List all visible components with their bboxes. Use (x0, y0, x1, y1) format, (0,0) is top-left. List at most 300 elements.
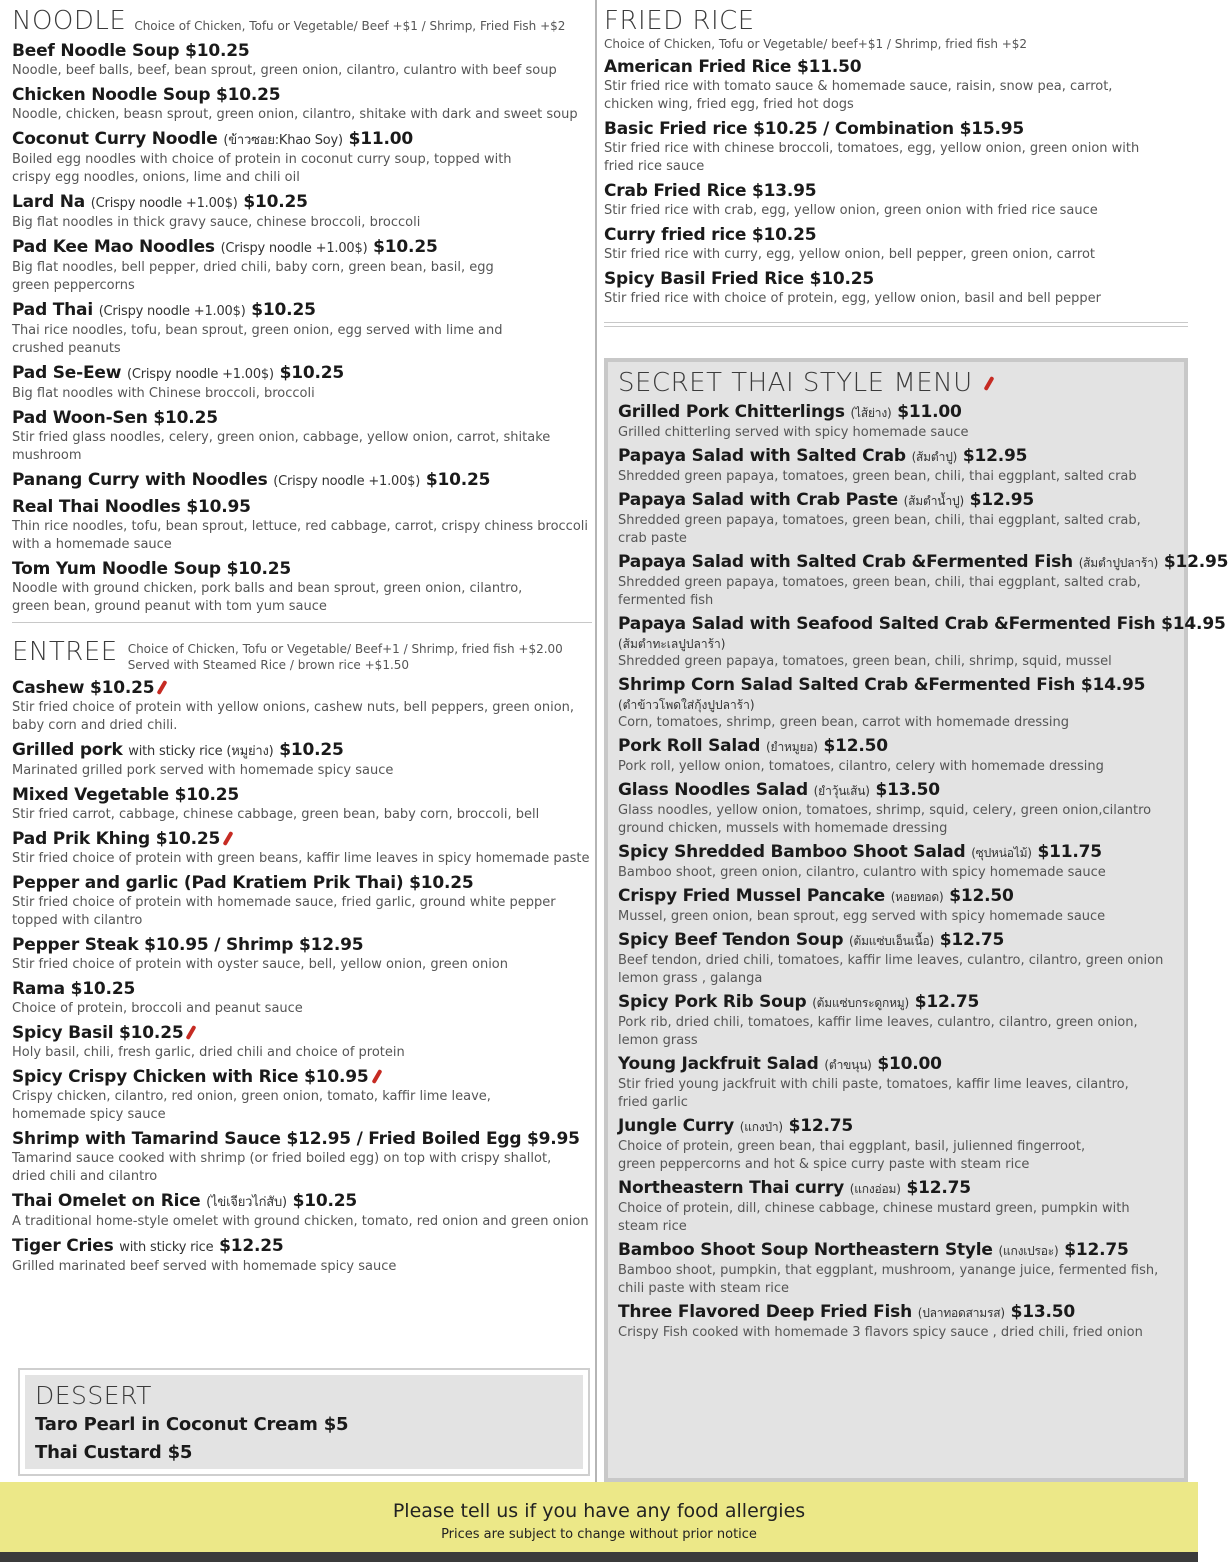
item-price: $10.25 (751, 225, 817, 245)
menu-item (618, 446, 1174, 486)
item-thai-name: (แกงเปรอะ) (998, 1244, 1059, 1258)
bottom-bar (0, 1552, 1198, 1562)
item-description: Choice of protein, green bean, thai eggplant, basil, julienned fingerroot, (618, 1139, 1086, 1154)
item-title-line (618, 402, 1174, 424)
item-description: Shredded green papaya, tomatoes, green bean, chili, thai eggplant, salted crab, (618, 575, 1141, 590)
item-description: Noodle, chicken, beasn sprout, green onion, cilantro, shitake with dark and sweet soup (12, 107, 578, 122)
item-description: fermented fish (618, 593, 714, 608)
item-description: Beef tendon, dried chili, tomatoes, kaffir lime leaves, culantro, cilantro, green onion (618, 953, 1164, 968)
divider (604, 326, 1188, 327)
item-description: Choice of protein, dill, chinese cabbage, chinese mustard green, pumpkin with steam rice (618, 1201, 1130, 1234)
item-description: Holy basil, chili, fresh garlic, dried chili and choice of protein (12, 1045, 405, 1060)
item-description: green peppercorns (12, 278, 135, 293)
item-price: $10.25 (70, 979, 136, 999)
item-title-line (12, 85, 592, 106)
item-thai-name: (ส้มตำน้ำปู) (903, 494, 964, 508)
item-description: baby corn and dried chili. (12, 718, 178, 733)
item-title-line (12, 363, 592, 385)
item-description: Stir fried choice of protein with homemade sauce, fried garlic, ground white pepper (12, 895, 556, 910)
menu-item (12, 470, 592, 492)
item-title-line (618, 675, 1174, 696)
item-price: $10.25 (153, 408, 218, 428)
allergy-notice: Please tell us if you have any food allergies (392, 1500, 806, 1522)
item-name: Crispy Fried Mussel Pancake (618, 886, 885, 906)
item-description: lemon grass (618, 1033, 698, 1048)
item-title-line (12, 408, 592, 429)
menu-item (12, 192, 592, 232)
item-description: green peppercorns and hot & spice curry paste with steam rice (618, 1157, 1030, 1172)
item-name: Papaya Salad with Salted Crab (618, 446, 906, 466)
item-title-line (12, 740, 592, 762)
menu-item (618, 675, 1174, 732)
item-description: chili paste with steam rice (618, 1281, 790, 1296)
menu-item (604, 269, 1188, 308)
item-title-line (12, 237, 592, 259)
item-title-line (618, 1054, 1174, 1076)
item-name: Pepper and garlic (Pad Kratiem Prik Thai) (12, 873, 404, 893)
item-title-line (618, 780, 1174, 802)
item-description: Stir fried rice with tomato sauce & homemade sauce, raisin, snow pea, carrot, (604, 79, 1113, 94)
item-title-line (12, 129, 592, 151)
item-name: Mixed Vegetable (12, 785, 169, 805)
item-name: Crab Fried Rice (604, 181, 747, 201)
item-description: homemade spicy sauce (12, 1107, 166, 1122)
dessert-item: Thai Custard $5 (35, 1442, 193, 1463)
item-price: $12.95 (962, 446, 1028, 466)
dessert-title: DESSERT (35, 1381, 152, 1410)
item-description: Stir fried rice with crab, egg, yellow onion, green onion with fried rice sauce (604, 203, 1098, 218)
item-price: $10.25 (216, 85, 281, 105)
divider (12, 622, 592, 623)
item-description: Pork rib, dried chili, tomatoes, kaffir lime leaves, culantro, cilantro, green onion, (618, 1015, 1138, 1030)
item-title-line (12, 497, 592, 518)
item-description: crispy egg noodles, onions, lime and chili oil (12, 170, 300, 185)
noodle-note: Choice of Chicken, Tofu or Vegetable/ Beef +$1 / Shrimp, Fried Fish +$2 (134, 19, 566, 33)
item-title-line (12, 678, 592, 699)
item-name: Papaya Salad with Crab Paste (618, 490, 898, 510)
menu-item (12, 41, 592, 80)
entree-note-choice: Choice of Chicken, Tofu or Vegetable/ Beef+1 / Shrimp, fried fish +$2.00 (127, 642, 563, 656)
item-title-line (12, 1129, 592, 1150)
item-note: (ข้าวซอย:Khao Soy) (223, 133, 343, 148)
noodle-list (12, 41, 592, 616)
item-price: $10.25 (409, 873, 474, 893)
item-thai-name: (ตำขนุน) (824, 1058, 872, 1072)
item-title-line (12, 41, 592, 62)
menu-item (618, 552, 1228, 610)
item-name: Jungle Curry (618, 1116, 735, 1136)
item-price: $11.75 (1037, 842, 1102, 862)
menu-item (618, 1178, 1174, 1236)
item-name: Tiger Cries (12, 1236, 114, 1256)
item-description: Noodle with ground chicken, pork balls and bean sprout, green onion, cilantro, (12, 581, 523, 596)
item-description: Grilled marinated beef served with homemade spicy sauce (12, 1259, 397, 1274)
item-name: Pad Thai (12, 300, 93, 320)
item-name: Spicy Basil Fried Rice (604, 269, 804, 289)
item-price: $10.25 (226, 559, 292, 579)
noodle-header (12, 6, 592, 36)
menu-item (12, 559, 592, 616)
item-title-line (12, 935, 592, 956)
menu-item (12, 85, 592, 124)
item-price: $10.95 (186, 497, 251, 517)
item-thai-name: (ยำวุ้นเส้น) (813, 784, 870, 798)
price-notice: Prices are subject to change without prior notice (441, 1527, 757, 1542)
menu-item (12, 1067, 592, 1124)
item-description: Corn, tomatoes, shrimp, green bean, carrot with homemade dressing (618, 715, 1069, 730)
fried-rice-note: Choice of Chicken, Tofu or Vegetable/ beef+$1 / Shrimp, fried fish +$2 (604, 37, 1028, 51)
item-name: Chicken Noodle Soup (12, 85, 211, 105)
allergy-footer (0, 1482, 1198, 1552)
item-title-line (618, 842, 1174, 864)
item-title-line (618, 1240, 1174, 1262)
item-price: $10.00 (877, 1054, 942, 1074)
menu-item (12, 1191, 592, 1231)
menu-item (12, 829, 592, 868)
item-price: $11.00 (897, 402, 962, 422)
item-description: Tamarind sauce cooked with shrimp (or fried boiled egg) on top with crispy shallot, (12, 1151, 552, 1166)
item-name: Spicy Shredded Bamboo Shoot Salad (618, 842, 966, 862)
item-price: $10.25 / Combination $15.95 (753, 119, 1025, 139)
item-name: Glass Noodles Salad (618, 780, 808, 800)
item-title-line (618, 930, 1174, 952)
item-description: Stir fried glass noodles, celery, green onion, cabbage, yellow onion, carrot, shitake mushroom (12, 430, 551, 463)
item-price: $13.95 (752, 181, 817, 201)
item-description: Stir fried rice with choice of protein, egg, yellow onion, basil and bell pepper (604, 291, 1101, 306)
item-description: Shredded green papaya, tomatoes, green bean, chili, thai eggplant, salted crab (618, 469, 1137, 484)
item-description: Shredded green papaya, tomatoes, green bean, chili, thai eggplant, salted crab, (618, 513, 1141, 528)
item-description: Stir fried young jackfruit with chili paste, tomatoes, kaffir lime leaves, cilantro, (618, 1077, 1129, 1092)
item-name: Tom Yum Noodle Soup (12, 559, 221, 579)
menu-item (618, 1054, 1174, 1112)
column-divider (595, 0, 597, 1482)
chili-icon (223, 831, 234, 846)
item-title-line (12, 559, 592, 580)
item-name: Young Jackfruit Salad (618, 1054, 819, 1074)
item-price: $12.75 (906, 1178, 971, 1198)
item-description: chicken wing, fried egg, fried hot dogs (604, 97, 854, 112)
item-name: Papaya Salad with Salted Crab &Fermented Fish (618, 552, 1073, 572)
menu-item (618, 402, 1174, 442)
item-title-line (618, 446, 1174, 468)
divider (604, 322, 1188, 323)
item-description: Pork roll, yellow onion, tomatoes, cilantro, celery with homemade dressing (618, 759, 1104, 774)
item-name: Shrimp Corn Salad Salted Crab &Fermented Fish (618, 675, 1076, 695)
item-name: Spicy Beef Tendon Soup (618, 930, 844, 950)
item-thai-name: (ปลาทอดสามรส) (917, 1306, 1005, 1320)
item-description: Big flat noodles with Chinese broccoli, broccoli (12, 386, 315, 401)
menu-item (604, 225, 1188, 264)
item-description: Bamboo shoot, green onion, cilantro, culantro with spicy homemade sauce (618, 865, 1106, 880)
item-description: dried chili and cilantro (12, 1169, 158, 1184)
item-title-line (604, 269, 1188, 290)
menu-item (618, 886, 1174, 926)
item-description: Stir fried rice with chinese broccoli, tomatoes, egg, yellow onion, green onion with (604, 141, 1140, 156)
item-thai-name: (แกงอ่อม) (849, 1182, 901, 1196)
secret-list (618, 402, 1228, 1342)
item-note: (ไข่เจียวไก่สับ) (206, 1195, 287, 1210)
item-description: Shredded green papaya, tomatoes, green bean, chili, shrimp, squid, mussel (618, 654, 1112, 669)
item-title-line (604, 57, 1188, 78)
menu-item (618, 1116, 1174, 1174)
menu-item (618, 736, 1174, 776)
item-title-line (12, 873, 592, 894)
item-description: Choice of protein, broccoli and peanut sauce (12, 1001, 303, 1016)
item-name: American Fried Rice (604, 57, 792, 77)
dessert-item: Taro Pearl in Coconut Cream $5 (35, 1414, 349, 1435)
menu-item (604, 57, 1188, 114)
item-price: $14.95 (1080, 675, 1146, 695)
menu-item (12, 979, 592, 1018)
menu-item (12, 497, 592, 554)
item-name: Papaya Salad with Seafood Salted Crab &Fermented Fish (618, 614, 1156, 634)
item-price: $10.25 (425, 470, 491, 490)
entree-title: ENTREE (12, 637, 118, 667)
item-description: ground chicken, mussels with homemade dressing (618, 821, 948, 836)
item-note: (Crispy noodle +1.00$) (126, 367, 274, 382)
item-title-line (604, 119, 1188, 140)
menu-item (618, 490, 1174, 548)
item-price: $12.75 (1064, 1240, 1129, 1260)
item-name: Grilled Pork Chitterlings (618, 402, 845, 422)
item-description: crab paste (618, 531, 687, 546)
item-price: $12.50 (823, 736, 888, 756)
item-name: Pad Se-Eew (12, 363, 122, 383)
item-title-line (12, 829, 592, 850)
menu-item (12, 237, 592, 295)
item-price: $11.50 (796, 57, 862, 77)
item-name: Pork Roll Salad (618, 736, 761, 756)
entree-list (12, 678, 592, 1276)
item-title-line (12, 1191, 592, 1213)
item-title-line (604, 181, 1188, 202)
item-description: Grilled chitterling served with spicy homemade sauce (618, 425, 969, 440)
menu-item (618, 1302, 1174, 1342)
menu-item (618, 614, 1226, 671)
item-price: $10.25 (119, 1023, 184, 1043)
item-price: $10.25 (155, 829, 221, 849)
item-price: $13.50 (875, 780, 940, 800)
item-description: Thin rice noodles, tofu, bean sprout, lettuce, red cabbage, carrot, crispy chiness broccoli (12, 519, 589, 534)
menu-item (12, 678, 592, 735)
menu-item (618, 992, 1174, 1050)
item-price: $13.50 (1010, 1302, 1075, 1322)
item-note: (Crispy noodle +1.00$) (220, 241, 368, 256)
item-price: $10.25 (89, 678, 155, 698)
secret-title: SECRET THAI STYLE MENU (618, 368, 973, 398)
item-price: $14.95 (1161, 614, 1226, 634)
item-description: Mussel, green onion, bean sprout, egg served with spicy homemade sauce (618, 909, 1106, 924)
item-name: Pad Woon-Sen (12, 408, 148, 428)
menu-item (12, 1023, 592, 1062)
item-name: Coconut Curry Noodle (12, 129, 218, 149)
item-price: $12.95 / Fried Boiled Egg $9.95 (286, 1129, 580, 1149)
item-name: Real Thai Noodles (12, 497, 181, 517)
item-description: fried garlic (618, 1095, 688, 1110)
chili-icon (157, 680, 168, 695)
item-description: with a homemade sauce (12, 537, 172, 552)
item-name: Bamboo Shoot Soup Northeastern Style (618, 1240, 993, 1260)
chili-icon (983, 376, 994, 391)
menu-item (12, 300, 592, 358)
fried-rice-title: FRIED RICE (604, 6, 755, 36)
menu-item (12, 1129, 592, 1186)
entree-header (12, 637, 592, 673)
item-name: Spicy Crispy Chicken with Rice (12, 1067, 299, 1087)
item-title-line (12, 300, 592, 322)
menu-item (12, 408, 592, 465)
entree-notes (128, 641, 563, 673)
item-title-line (618, 992, 1174, 1014)
menu-item (604, 119, 1188, 176)
item-price: $12.50 (949, 886, 1014, 906)
item-title-line (618, 1302, 1174, 1324)
chili-icon (371, 1069, 382, 1084)
item-name: Pad Prik Khing (12, 829, 151, 849)
item-name: Beef Noodle Soup (12, 41, 180, 61)
item-name: Northeastern Thai curry (618, 1178, 845, 1198)
menu-item (12, 785, 592, 824)
item-description: A traditional home-style omelet with ground chicken, tomato, red onion and green onion (12, 1214, 589, 1229)
item-description: Thai rice noodles, tofu, bean sprout, green onion, egg served with lime and (12, 323, 503, 338)
item-name: Curry fried rice (604, 225, 747, 245)
item-name: Grilled pork (12, 740, 123, 760)
item-title-line (604, 225, 1188, 246)
item-price: $11.00 (348, 129, 414, 149)
menu-item (12, 873, 592, 930)
menu-item (618, 1240, 1174, 1298)
secret-menu-box (604, 358, 1228, 1482)
item-note: (Crispy noodle +1.00$) (98, 304, 246, 319)
item-description: Crispy Fish cooked with homemade 3 flavors spicy sauce , dried chili, fried onion (618, 1325, 1143, 1340)
item-title-line (12, 470, 592, 492)
item-name: Pepper Steak (12, 935, 139, 955)
item-title-line (618, 736, 1174, 758)
item-price: $10.25 (243, 192, 308, 212)
item-note: with sticky rice (หมูย่าง) (128, 744, 274, 759)
item-price: $10.25 (185, 41, 250, 61)
item-name: Three Flavored Deep Fried Fish (618, 1302, 913, 1322)
item-title-line (618, 552, 1228, 574)
item-description: Stir fried rice with curry, egg, yellow onion, bell pepper, green onion, carrot (604, 247, 1096, 262)
item-description: Big flat noodles in thick gravy sauce, chinese broccoli, broccoli (12, 215, 421, 230)
item-description: Stir fried choice of protein with green beans, kaffir lime leaves in spicy homemade paste (12, 851, 590, 866)
item-title-line (12, 192, 592, 214)
item-thai-name: (หอยทอด) (890, 890, 944, 904)
item-name: Basic Fried rice (604, 119, 748, 139)
item-price: $12.75 (914, 992, 980, 1012)
item-price: $12.95 (969, 490, 1035, 510)
item-title-line (618, 490, 1174, 512)
item-price: $10.25 (174, 785, 240, 805)
item-description: topped with cilantro (12, 913, 143, 928)
menu-item (604, 181, 1188, 220)
item-description: green bean, ground peanut with tom yum sauce (12, 599, 327, 614)
item-price: $10.95 / Shrimp $12.95 (144, 935, 364, 955)
item-price: $12.95 (1163, 552, 1228, 572)
item-description: Noodle, beef balls, beef, bean sprout, green onion, cilantro, culantro with beef soup (12, 63, 557, 78)
item-name: Spicy Pork Rib Soup (618, 992, 807, 1012)
item-price: $10.25 (279, 363, 344, 383)
item-price: $12.75 (939, 930, 1005, 950)
item-title-line (12, 979, 592, 1000)
item-note: (Crispy noodle +1.00$) (90, 196, 238, 211)
item-title-line (618, 614, 1226, 635)
item-title-line (12, 1023, 592, 1044)
item-description: Stir fried carrot, cabbage, chinese cabbage, green bean, baby corn, broccoli, bell (12, 807, 540, 822)
item-price: $10.25 (809, 269, 875, 289)
right-column (604, 6, 1228, 1482)
menu-item (618, 930, 1174, 988)
item-thai-name: (ส้มตำปู) (911, 450, 958, 464)
item-thai-name: (ซุปหน่อไม้) (971, 846, 1032, 860)
item-price: $10.25 (279, 740, 344, 760)
item-description: Big flat noodles, bell pepper, dried chili, baby corn, green bean, basil, egg (12, 260, 494, 275)
item-note: with sticky rice (119, 1240, 214, 1255)
noodle-title: NOODLE (12, 6, 127, 36)
dessert-inner (25, 1375, 583, 1469)
item-description: crushed peanuts (12, 341, 121, 356)
menu-item (618, 780, 1174, 838)
item-description: Stir fried choice of protein with oyster sauce, bell, yellow onion, green onion (12, 957, 508, 972)
item-description: Bamboo shoot, pumpkin, that eggplant, mushroom, yanange juice, fermented fish, (618, 1263, 1159, 1278)
item-title-line (618, 886, 1174, 908)
entree-note-rice: Served with Steamed Rice / brown rice +$1.50 (127, 658, 410, 672)
item-description: fried rice sauce (604, 159, 705, 174)
item-price: $10.25 (292, 1191, 358, 1211)
item-description: Boiled egg noodles with choice of protein in coconut curry soup, topped with (12, 152, 512, 167)
item-price: $12.75 (788, 1116, 854, 1136)
left-column (12, 6, 592, 1482)
item-thai-name: (ต้มแซ่บกระดูกหมู) (812, 996, 909, 1010)
item-thai-name: (ไส้ย่าง) (850, 406, 892, 420)
item-description: Crispy chicken, cilantro, red onion, green onion, tomato, kaffir lime leave, (12, 1089, 491, 1104)
item-description: Stir fried choice of protein with yellow onions, cashew nuts, bell peppers, green onion, (12, 700, 575, 715)
item-price: $12.25 (219, 1236, 284, 1256)
item-name: Shrimp with Tamarind Sauce (12, 1129, 281, 1149)
item-title-line (12, 1067, 592, 1088)
item-title-line (12, 1236, 592, 1258)
menu-item (12, 1236, 592, 1276)
item-thai-name: (ส้มตำปูปลาร้า) (1078, 556, 1159, 570)
item-name: Lard Na (12, 192, 86, 212)
item-title-line (12, 785, 592, 806)
item-description: lemon grass , galanga (618, 971, 763, 986)
item-note: (Crispy noodle +1.00$) (273, 474, 421, 489)
item-price: $10.95 (304, 1067, 369, 1087)
item-name: Cashew (12, 678, 85, 698)
item-thai-name: (ส้มตำทะเลปูปลาร้า) (618, 637, 726, 651)
item-price: $10.25 (373, 237, 438, 257)
item-thai-name: (ต้มแซ่บเอ็นเนื้อ) (849, 934, 935, 948)
fried-rice-list (604, 57, 1188, 308)
dessert-box (18, 1368, 590, 1476)
item-title-line (618, 1116, 1174, 1138)
menu-item (12, 129, 592, 187)
chili-icon (186, 1025, 197, 1040)
item-thai-name: (ยำหมูยอ) (766, 740, 818, 754)
menu-item (12, 740, 592, 780)
item-description: Marinated grilled pork served with homemade spicy sauce (12, 763, 394, 778)
item-thai-name: (ตำข้าวโพดใส่กุ้งปูปลาร้า) (618, 698, 755, 712)
menu-item (12, 935, 592, 974)
secret-header (618, 368, 1174, 398)
item-description: Glass noodles, yellow onion, tomatoes, shrimp, squid, celery, green onion,cilantro (618, 803, 1152, 818)
item-name: Thai Omelet on Rice (12, 1191, 201, 1211)
item-name: Spicy Basil (12, 1023, 114, 1043)
item-title-line (618, 1178, 1174, 1200)
menu-item (618, 842, 1174, 882)
